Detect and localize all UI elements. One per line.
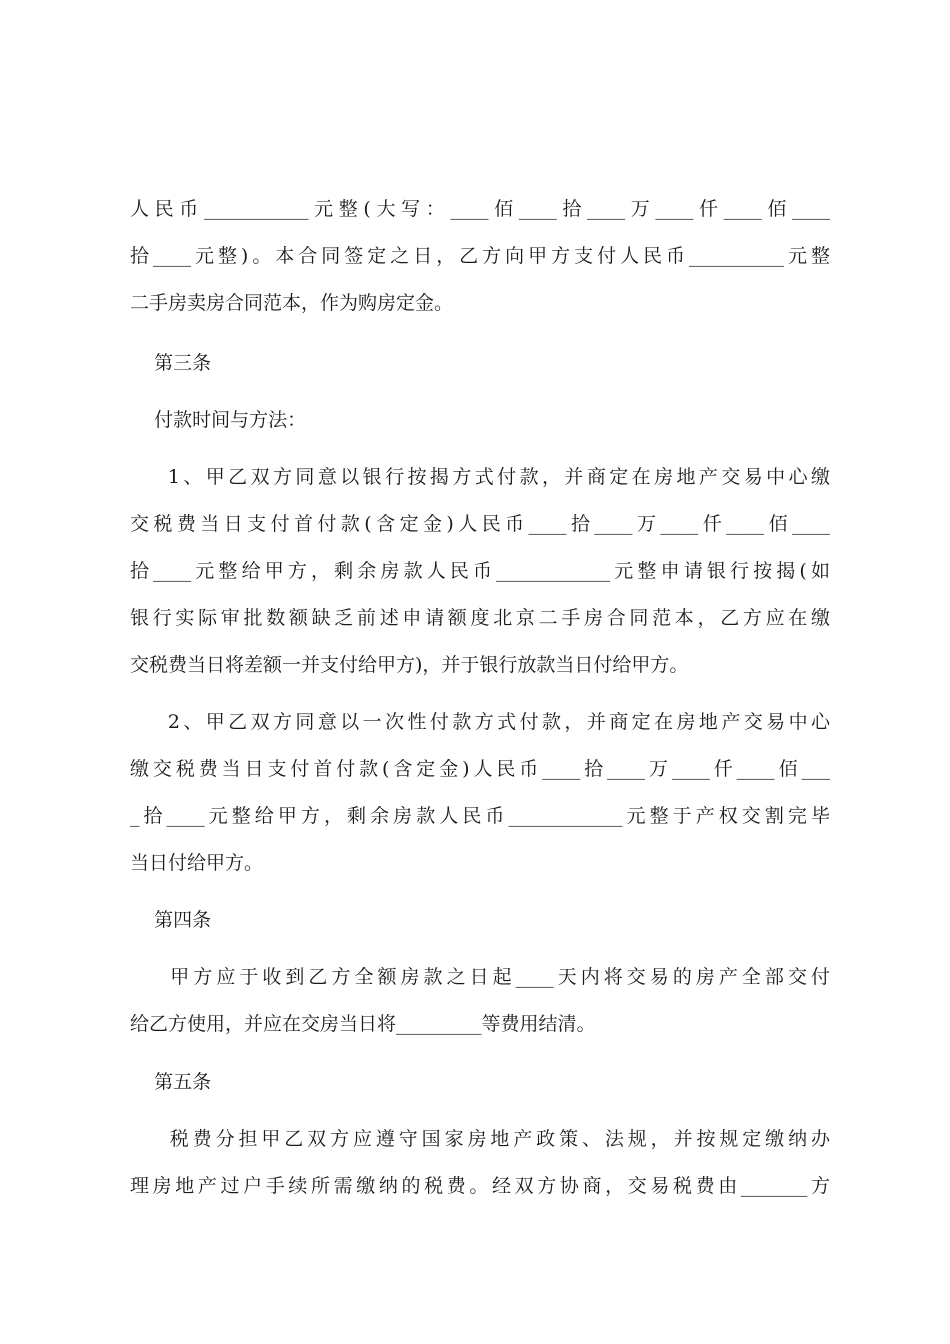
text-line: 2、甲乙双方同意以一次性付款方式付款，并商定在房地产交易中心 — [130, 711, 830, 733]
text-line: 二手房卖房合同范本，作为购房定金。 — [130, 292, 454, 314]
text-line: 银行实际审批数额缺乏前述申请额度北京二手房合同范本，乙方应在缴 — [130, 607, 830, 629]
text-line: 甲方应于收到乙方全额房款之日起____天内将交易的房产全部交付 — [130, 966, 830, 988]
text-line: 当日付给甲方。 — [130, 852, 264, 874]
text-line: 1、甲乙双方同意以银行按揭方式付款，并商定在房地产交易中心缴 — [130, 466, 830, 488]
contract-body — [130, 186, 830, 1210]
text-line: 交税费当日将差额一并支付给甲方)，并于银行放款当日付给甲方。 — [130, 654, 689, 676]
text-line: 理房地产过户手续所需缴纳的税费。经双方协商，交易税费由_______方 — [130, 1175, 830, 1197]
text-line: 缴交税费当日支付首付款(含定金)人民币____拾____万____仟____佰___ — [130, 758, 830, 780]
section-heading-article-4: 第四条 — [130, 909, 212, 931]
text-line: 人民币___________元整(大写：____佰____拾____万____仟____佰____ — [130, 198, 830, 220]
section-heading-article-3: 第三条 — [130, 352, 212, 374]
text-line: 给乙方使用，并应在交房当日将_________等费用结清。 — [130, 1013, 596, 1035]
text-line: 交税费当日支付首付款(含定金)人民币____拾____万____仟____佰____ — [130, 513, 830, 535]
text-line: 拾____元整给甲方，剩余房款人民币____________元整申请银行按揭(如 — [130, 560, 830, 582]
text-line: 拾____元整)。本合同签定之日，乙方向甲方支付人民币__________元整 — [130, 245, 830, 267]
text-line: _拾____元整给甲方，剩余房款人民币____________元整于产权交割完毕 — [130, 805, 830, 827]
text-line: 税费分担甲乙双方应遵守国家房地产政策、法规，并按规定缴纳办 — [130, 1128, 830, 1150]
text-line: 付款时间与方法： — [130, 409, 307, 431]
section-heading-article-5: 第五条 — [130, 1071, 212, 1093]
